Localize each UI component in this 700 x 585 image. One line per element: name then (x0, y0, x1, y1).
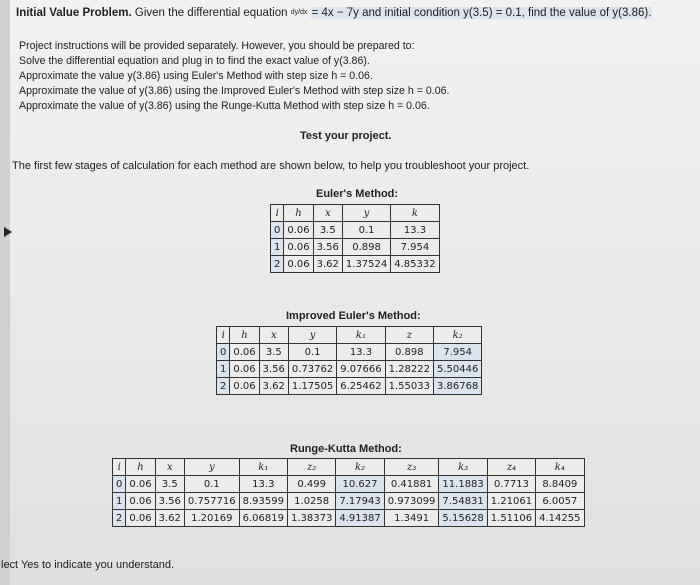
derivative-fraction: dy/dx (290, 9, 308, 17)
problem-text: Given the differential equation (134, 7, 288, 19)
table-row (217, 344, 482, 361)
table-cell: 8.8409 (536, 476, 584, 493)
column-header: z₄ (487, 459, 535, 476)
table-cell: 0.1 (184, 476, 239, 493)
column-header: x (313, 205, 342, 222)
table-cell: 3.62 (155, 510, 184, 527)
table-cell: 0.06 (126, 493, 155, 510)
table-header-row (271, 205, 440, 222)
euler-title: Euler's Method: (316, 188, 399, 200)
table-cell: 1.3491 (384, 510, 439, 527)
table-cell: 13.3 (239, 476, 287, 493)
table-cell: 13.3 (391, 222, 439, 239)
table-row (271, 222, 440, 239)
instruction-line: Approximate the value y(3.86) using Euler's Method with step size h = 0.06. (19, 70, 373, 82)
table-cell: 0.898 (342, 239, 390, 256)
intro-text: The first few stages of calculation for each method are shown below, to help you troubleshoot your project. (12, 160, 530, 172)
table-cell: 1.37524 (342, 256, 390, 273)
table-cell: 1.21061 (487, 493, 535, 510)
table-cell: 10.627 (336, 476, 384, 493)
column-header: h (230, 327, 259, 344)
column-header: k₃ (439, 459, 487, 476)
table-row (271, 256, 440, 273)
table-cell: 1.28222 (385, 361, 433, 378)
table-cell: 3.86768 (433, 378, 481, 395)
column-header: h (284, 205, 313, 222)
column-header: k (391, 205, 439, 222)
column-header: x (155, 459, 184, 476)
table-cell: 6.25462 (337, 378, 385, 395)
table-cell: 0.973099 (384, 493, 439, 510)
column-header: i (271, 205, 284, 222)
runge-kutta-table (112, 458, 585, 527)
runge-kutta-title: Runge-Kutta Method: (290, 443, 402, 455)
table-cell: 9.07666 (337, 361, 385, 378)
table-cell: 1 (217, 361, 230, 378)
table-header-row (113, 459, 585, 476)
column-header: k₁ (239, 459, 287, 476)
column-header: h (126, 459, 155, 476)
column-header: y (288, 327, 336, 344)
table-cell: 13.3 (337, 344, 385, 361)
table-cell: 3.62 (259, 378, 288, 395)
table-cell: 7.54831 (439, 493, 487, 510)
table-cell: 7.954 (433, 344, 481, 361)
table-cell: 1 (113, 493, 126, 510)
column-header: z₃ (384, 459, 439, 476)
table-cell: 2 (217, 378, 230, 395)
table-row (113, 493, 585, 510)
footer-text: lect Yes to indicate you understand. (1, 559, 175, 571)
table-cell: 0.06 (230, 378, 259, 395)
table-cell: 0.73762 (288, 361, 336, 378)
mouse-cursor-icon (4, 227, 12, 237)
table-row (217, 361, 482, 378)
table-cell: 4.91387 (336, 510, 384, 527)
table-cell: 2 (271, 256, 284, 273)
instruction-line: Approximate the value of y(3.86) using the Runge-Kutta Method with step size h = 0.06. (19, 100, 430, 112)
table-cell: 7.17943 (336, 493, 384, 510)
table-cell: 0.499 (287, 476, 335, 493)
table-cell: 8.93599 (239, 493, 287, 510)
column-header: y (184, 459, 239, 476)
table-cell: 0.06 (230, 344, 259, 361)
table-cell: 0.1 (288, 344, 336, 361)
table-cell: 3.5 (155, 476, 184, 493)
table-cell: 3.5 (259, 344, 288, 361)
table-cell: 0.06 (126, 476, 155, 493)
column-header: k₄ (536, 459, 584, 476)
table-cell: 7.954 (391, 239, 439, 256)
table-cell: 0.757716 (184, 493, 239, 510)
table-cell: 0.06 (284, 256, 313, 273)
table-cell: 1.51106 (487, 510, 535, 527)
euler-table (270, 204, 440, 273)
table-cell: 3.56 (313, 239, 342, 256)
table-cell: 0.06 (230, 361, 259, 378)
table-cell: 3.56 (155, 493, 184, 510)
instruction-line: Approximate the value of y(3.86) using the Improved Euler's Method with step size h = 0.06. (19, 85, 450, 97)
column-header: y (342, 205, 390, 222)
table-cell: 0.1 (342, 222, 390, 239)
problem-statement (16, 7, 652, 19)
column-header: k₂ (433, 327, 481, 344)
table-cell: 3.56 (259, 361, 288, 378)
table-cell: 0.898 (385, 344, 433, 361)
column-header: k₂ (336, 459, 384, 476)
table-cell: 0 (113, 476, 126, 493)
table-cell: 1.55033 (385, 378, 433, 395)
table-row (217, 378, 482, 395)
table-cell: 0.7713 (487, 476, 535, 493)
column-header: z₂ (287, 459, 335, 476)
table-cell: 3.5 (313, 222, 342, 239)
table-cell: 0 (271, 222, 284, 239)
table-cell: 11.1883 (439, 476, 487, 493)
table-cell: 1.20169 (184, 510, 239, 527)
table-cell: 4.85332 (391, 256, 439, 273)
table-cell: 0.06 (126, 510, 155, 527)
problem-label: Initial Value Problem. (16, 7, 132, 19)
table-cell: 6.06819 (239, 510, 287, 527)
table-row (113, 510, 585, 527)
table-cell: 0 (217, 344, 230, 361)
improved-euler-title: Improved Euler's Method: (286, 310, 421, 322)
table-cell: 6.0057 (536, 493, 584, 510)
problem-equation: = 4x − 7y and initial condition y(3.5) = 0.1, find the value of y(3.86). (311, 7, 652, 19)
table-cell: 5.50446 (433, 361, 481, 378)
table-cell: 1.38373 (287, 510, 335, 527)
column-header: z (385, 327, 433, 344)
column-header: k₁ (337, 327, 385, 344)
table-cell: 2 (113, 510, 126, 527)
table-cell: 1.0258 (287, 493, 335, 510)
improved-euler-table (216, 326, 482, 395)
table-cell: 0.06 (284, 239, 313, 256)
table-cell: 3.62 (313, 256, 342, 273)
table-header-row (217, 327, 482, 344)
left-edge-bar (0, 0, 10, 585)
table-row (271, 239, 440, 256)
table-cell: 0.41881 (384, 476, 439, 493)
table-row (113, 476, 585, 493)
table-cell: 5.15628 (439, 510, 487, 527)
instruction-line: Project instructions will be provided separately. However, you should be prepared to: (19, 40, 415, 52)
column-header: x (259, 327, 288, 344)
column-header: i (217, 327, 230, 344)
table-cell: 1.17505 (288, 378, 336, 395)
table-cell: 1 (271, 239, 284, 256)
table-cell: 0.06 (284, 222, 313, 239)
instruction-line: Solve the differential equation and plug in to find the exact value of y(3.86). (19, 55, 370, 67)
test-heading: Test your project. (300, 130, 392, 142)
column-header: i (113, 459, 126, 476)
table-cell: 4.14255 (536, 510, 584, 527)
